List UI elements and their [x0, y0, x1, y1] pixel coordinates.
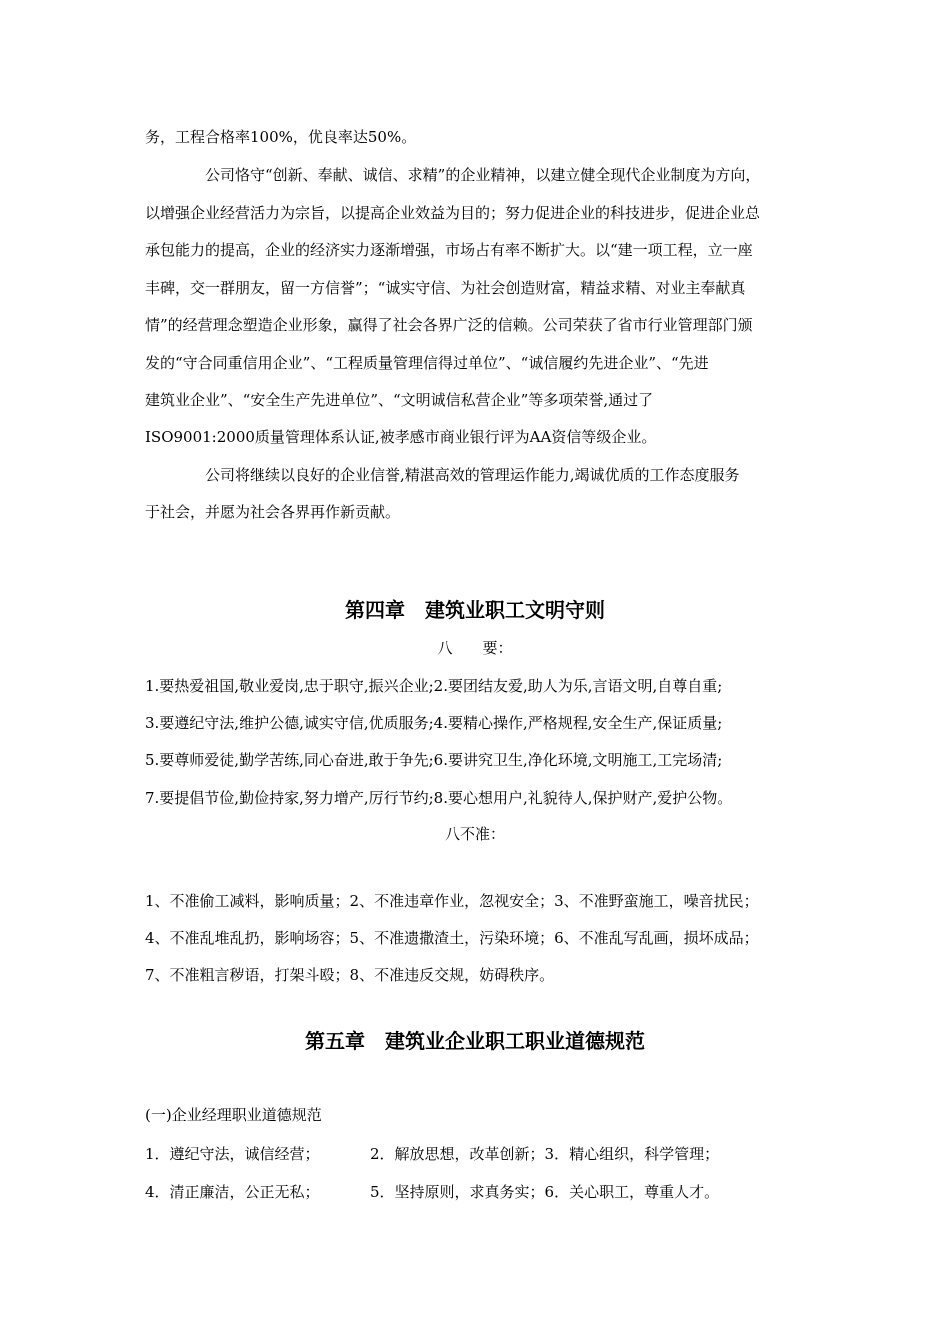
intro-line: 公司恪守“创新、奉献、诚信、求精”的企业精神，以建立健全现代企业制度为方向， — [145, 166, 761, 184]
norm-row-right: 5．坚持原则，求真务实；6．关心职工，尊重人才。 — [370, 1183, 720, 1201]
intro-line: 建筑业企业”、“安全生产先进单位”、“文明诚信私营企业”等多项荣誉,通过了 — [145, 391, 654, 409]
norm-row-right: 2．解放思想，改革创新；3．精心组织，科学管理； — [370, 1145, 720, 1163]
ba-bu-zhun-item: 7、不准粗言秽语，打架斗殴；8、不准违反交规，妨碍秩序。 — [145, 966, 555, 984]
ba-bu-zhun-item: 4、不准乱堆乱扔，影响场容；5、不准遗撒渣土，污染环境；6、不准乱写乱画，损坏成品； — [145, 929, 759, 947]
intro-line: 承包能力的提高，企业的经济实力逐渐增强，市场占有率不断扩大。以“建一项工程，立一座 — [145, 241, 753, 259]
intro-line: 以增强企业经营活力为宗旨，以提高企业效益为目的；努力促进企业的科技进步，促进企业总 — [145, 204, 761, 222]
norm-row-left: 1．遵纪守法，诚信经营； — [145, 1145, 320, 1163]
intro-line: 务，工程合格率100%，优良率达50%。 — [145, 128, 417, 146]
chapter5-title: 第五章 建筑业企业职工职业道德规范 — [305, 1029, 645, 1053]
ba-yao-item: 7.要提倡节俭,勤俭持家,努力增产,厉行节约;8.要心想用户,礼貌待人,保护财产,爱护公物。 — [145, 789, 733, 807]
ba-yao-item: 3.要遵纪守法,维护公德,诚实守信,优质服务;4.要精心操作,严格规程,安全生产,保证质量; — [145, 714, 723, 732]
intro-line: 发的“守合同重信用企业”、“工程质量管理信得过单位”、“诚信履约先进企业”、“先进 — [145, 354, 709, 372]
ba-yao-item: 5.要尊师爱徒,勤学苦练,同心奋进,敢于争先;6.要讲究卫生,净化环境,文明施工,工完场清; — [145, 751, 723, 769]
intro-line: ISO9001:2000质量管理体系认证,被孝感市商业银行评为AA资信等级企业。 — [145, 428, 657, 446]
chapter4-title: 第四章 建筑业职工文明守则 — [345, 598, 605, 622]
norm-row-left: 4．清正廉洁，公正无私； — [145, 1183, 320, 1201]
intro-line: 公司将继续以良好的企业信誉,精湛高效的管理运作能力,竭诚优质的工作态度服务 — [145, 466, 740, 484]
ba-yao-item: 1.要热爱祖国,敬业爱岗,忠于职守,振兴企业;2.要团结友爱,助人为乐,言语文明,自尊自重; — [145, 677, 723, 695]
section1-heading: (一)企业经理职业道德规范 — [145, 1106, 322, 1124]
ba-yao-heading: 八 要： — [437, 639, 513, 657]
intro-line: 情”的经营理念塑造企业形象，赢得了社会各界广泛的信赖。公司荣获了省市行业管理部门颁 — [145, 316, 753, 334]
ba-bu-zhun-heading: 八不准： — [444, 825, 505, 843]
intro-line: 于社会，并愿为社会各界再作新贡献。 — [145, 503, 401, 521]
intro-line: 丰碑，交一群朋友，留一方信誉”；“诚实守信、为社会创造财富，精益求精、对业主奉献真 — [145, 279, 746, 297]
ba-bu-zhun-item: 1、不准偷工减料，影响质量；2、不准违章作业，忽视安全；3、不准野蛮施工，噪音扰民； — [145, 892, 759, 910]
